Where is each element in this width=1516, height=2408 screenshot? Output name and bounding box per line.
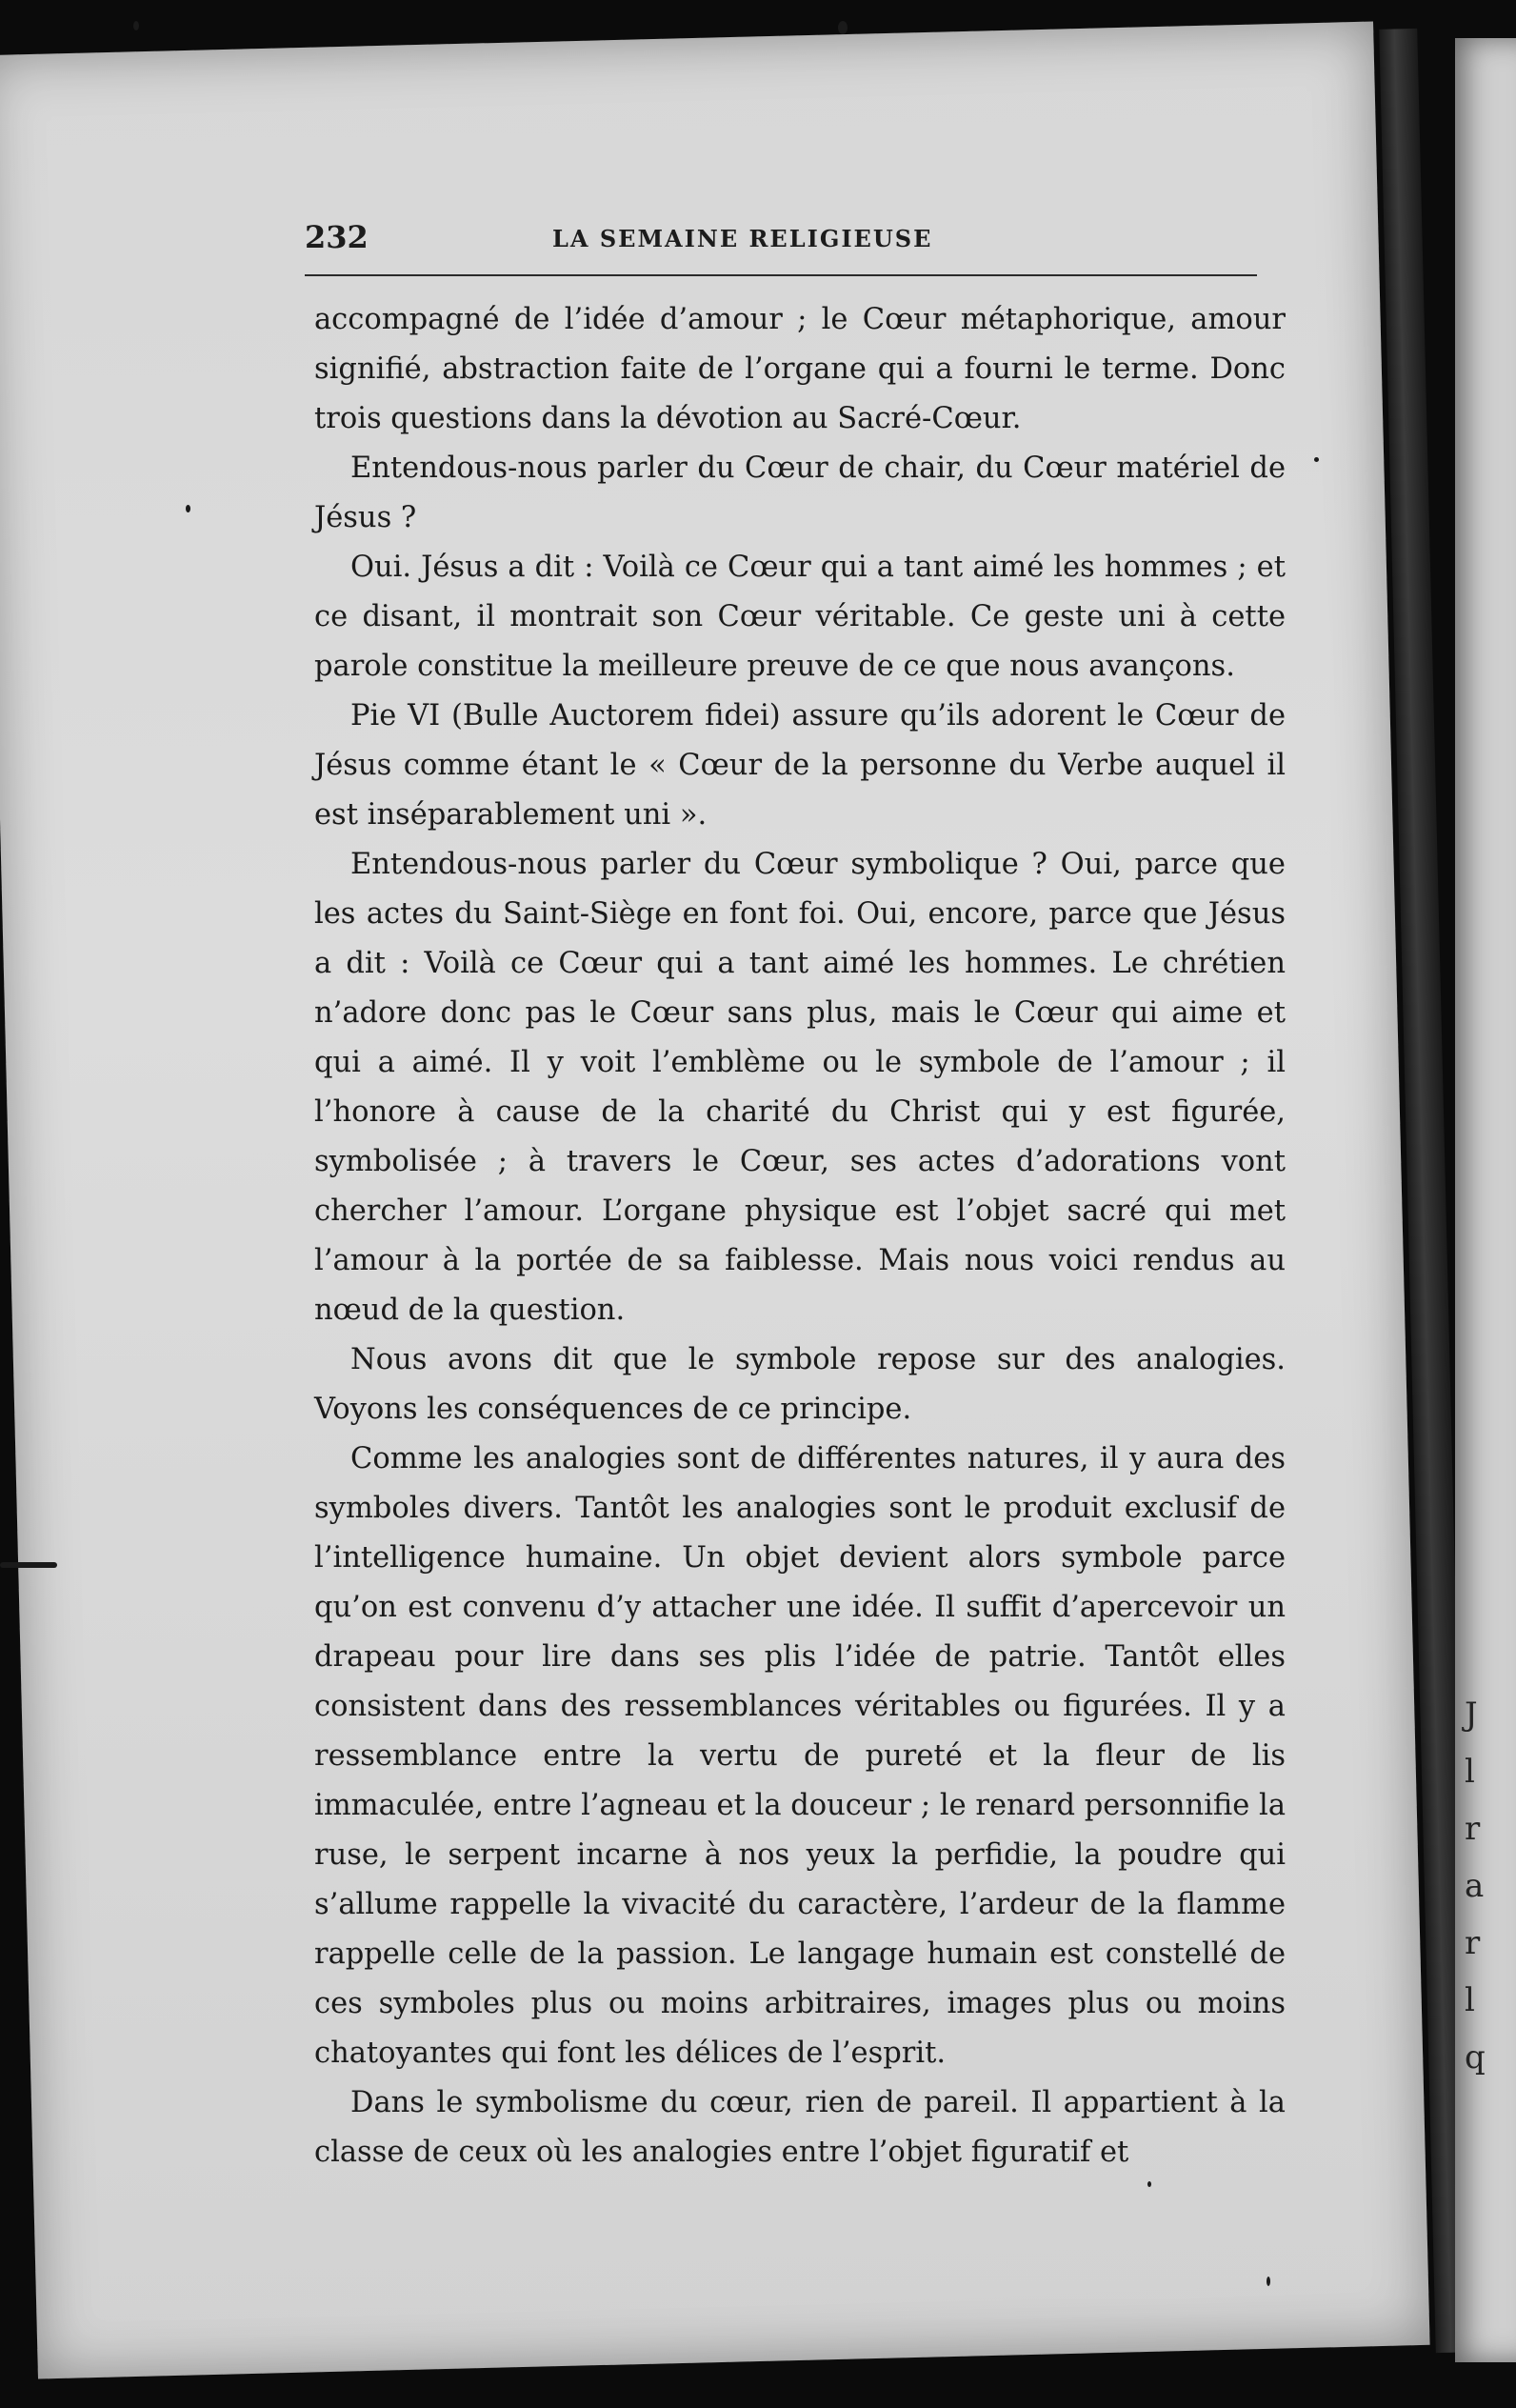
dust-speck xyxy=(133,21,139,30)
adjacent-page-glyph: l xyxy=(1465,1753,1475,1791)
dust-speck xyxy=(1147,2181,1151,2187)
adjacent-page-edge xyxy=(1455,38,1516,2362)
paragraph: Entendous-nous parler du Cœur symbolique ? Oui, parce que les actes du Saint-Siège en font foi. Oui, encore, parce que Jésus a dit : Voilà ce Cœur qui a tant aimé les hommes. Le chrétien n’adore donc pas le Cœur sans plus, mais le Cœur qui aime et qui a aimé. Il y voit l’emblème ou le symbole de l’amour ; il l’honore à cause de la charité du Christ qui y est figurée, symbolisée ; à travers le Cœur, ses actes d’adorations vont chercher l’amour. L’organe physique est l’objet sacré qui met l’amour à la portée de sa faiblesse. Mais nous voici rendus au nœud de la question. xyxy=(314,848,1286,1327)
running-title: LA SEMAINE RELIGIEUSE xyxy=(552,225,933,252)
adjacent-page-glyph: q xyxy=(1465,2038,1486,2077)
paragraph: accompagné de l’idée d’amour ; le Cœur métaphorique, amour signifié, abstraction faite de l’organe qui a fourni le terme. Donc trois questions dans la dévotion au Sacré-Cœur. xyxy=(314,303,1286,435)
paragraph: Oui. Jésus a dit : Voilà ce Cœur qui a tant aimé les hommes ; et ce disant, il montrait son Cœur véritable. Ce geste uni à cette parole constitue la meilleure preuve de ce que nous avançons. xyxy=(314,551,1286,683)
scan-streak xyxy=(0,1562,57,1568)
paragraph: Entendous-nous parler du Cœur de chair, du Cœur matériel de Jésus ? xyxy=(314,452,1286,534)
adjacent-page-glyph: J xyxy=(1465,1696,1478,1734)
adjacent-page-glyph: r xyxy=(1465,1810,1481,1848)
header-rule xyxy=(305,274,1257,276)
adjacent-page-glyph: l xyxy=(1465,1981,1475,2019)
paragraph: Pie VI (Bulle Auctorem fidei) assure qu’ils adorent le Cœur de Jésus comme étant le « Cœur de la personne du Verbe auquel il est inséparablement uni ». xyxy=(314,699,1286,832)
running-head xyxy=(305,219,1257,276)
paragraph: Nous avons dit que le symbole repose sur des analogies. Voyons les conséquences de ce principe. xyxy=(314,1343,1286,1426)
adjacent-page-glyph: r xyxy=(1465,1924,1481,1962)
dust-speck xyxy=(1267,2277,1270,2286)
page-number: 232 xyxy=(305,219,369,255)
paragraph: Comme les analogies sont de différentes natures, il y aura des symboles divers. Tantôt les analogies sont le produit exclusif de l’intelligence humaine. Un objet devient alors symbole parce qu’on est convenu d’y attacher une idée. Il suffit d’apercevoir un drapeau pour lire dans ses plis l’idée de patrie. Tantôt elles consistent dans des ressemblances véritables ou figurées. Il y a ressemblance entre la vertu de pureté et la fleur de lis immaculée, entre l’agneau et la douceur ; le renard personnifie la ruse, le serpent incarne à nos yeux la perfidie, la poudre qui s’allume rappelle la vivacité du caractère, l’ardeur de la flamme rappelle celle de la passion. Le langage humain est constellé de ces symboles plus ou moins arbitraires, images plus ou moins chatoyantes qui font les délices de l’esprit. xyxy=(314,1442,1286,2070)
dust-speck xyxy=(186,505,190,512)
paragraph: Dans le symbolisme du cœur, rien de pareil. Il appartient à la classe de ceux où les analogies entre l’objet figuratif et xyxy=(314,2086,1286,2169)
dust-speck xyxy=(838,21,848,34)
adjacent-page-glyph: a xyxy=(1465,1867,1485,1905)
body-text xyxy=(314,295,1286,2177)
dust-speck xyxy=(1314,457,1319,462)
